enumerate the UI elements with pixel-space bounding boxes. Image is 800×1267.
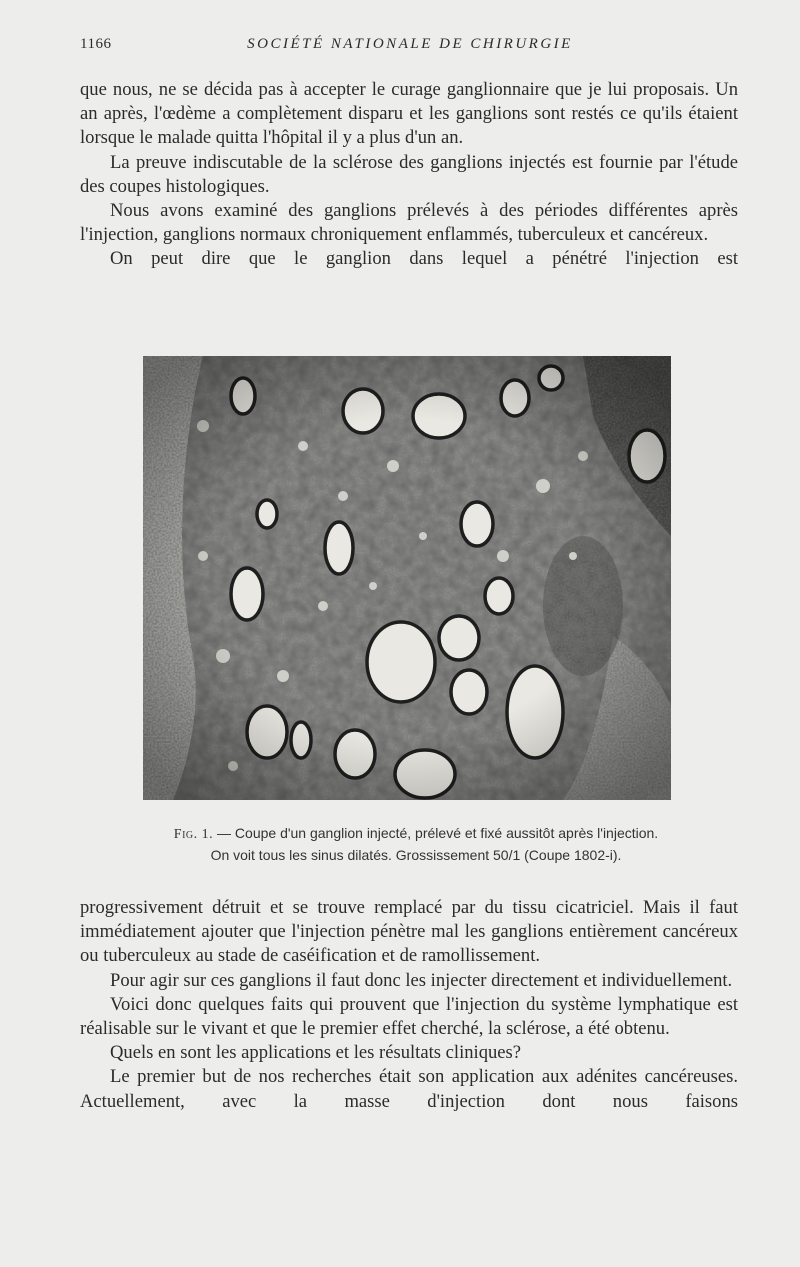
histology-micrograph xyxy=(143,356,671,800)
figure-label: Fig. 1. xyxy=(173,827,214,842)
paragraph: progressivement détruit et se trouve remplacé par du tissu cicatriciel. Mais il faut immédiatement ajouter que l'injection pénètre mal les ganglions entièrement cancéreux ou tuberculeux au stade de caséification et de ramollissement. xyxy=(80,897,738,967)
micrograph-image xyxy=(143,356,671,800)
body-text-bottom xyxy=(80,896,738,1114)
figure-caption xyxy=(96,823,736,865)
paragraph: La preuve indiscutable de la sclérose des ganglions injectés est fournie par l'étude des coupes histologiques. xyxy=(80,151,738,197)
paragraph: que nous, ne se décida pas à accepter le curage ganglionnaire que je lui proposais. Un an après, l'œdème a complètement disparu et les ganglions sont restés ce qu'ils étaient lorsque le malade quitta l'hôpital il y a plus d'un an. xyxy=(80,79,738,149)
body-text-top xyxy=(80,78,738,272)
paragraph: Nous avons examiné des ganglions prélevés à des périodes différentes après l'injection, ganglions normaux chroniquement enflammés, tuberculeux et cancéreux. xyxy=(80,200,738,246)
page-number: 1166 xyxy=(80,36,112,52)
caption-line-2: On voit tous les sinus dilatés. Grossissement 50/1 (Coupe 1802-i). xyxy=(210,847,622,863)
running-title: SOCIÉTÉ NATIONALE DE CHIRURGIE xyxy=(247,36,573,52)
paragraph: On peut dire que le ganglion dans lequel a pénétré l'injection est xyxy=(110,248,738,270)
running-header xyxy=(80,36,740,60)
paragraph: Voici donc quelques faits qui prouvent que l'injection du système lymphatique est réalisable sur le vivant et que le premier effet cherché, la sclérose, a été obtenu. xyxy=(80,993,738,1040)
caption-line-1: Fig. 1. — Coupe d'un ganglion injecté, prélevé et fixé aussitôt après l'injection. xyxy=(173,825,659,842)
paragraph: Pour agir sur ces ganglions il faut donc les injecter directement et individuellement. xyxy=(110,969,733,991)
paragraph: Quels en sont les applications et les résultats cliniques? xyxy=(110,1042,522,1064)
paragraph: Le premier but de nos recherches était son application aux adénites cancéreuses. Actuellement, avec la masse d'injection dont nous faisons xyxy=(80,1066,738,1112)
